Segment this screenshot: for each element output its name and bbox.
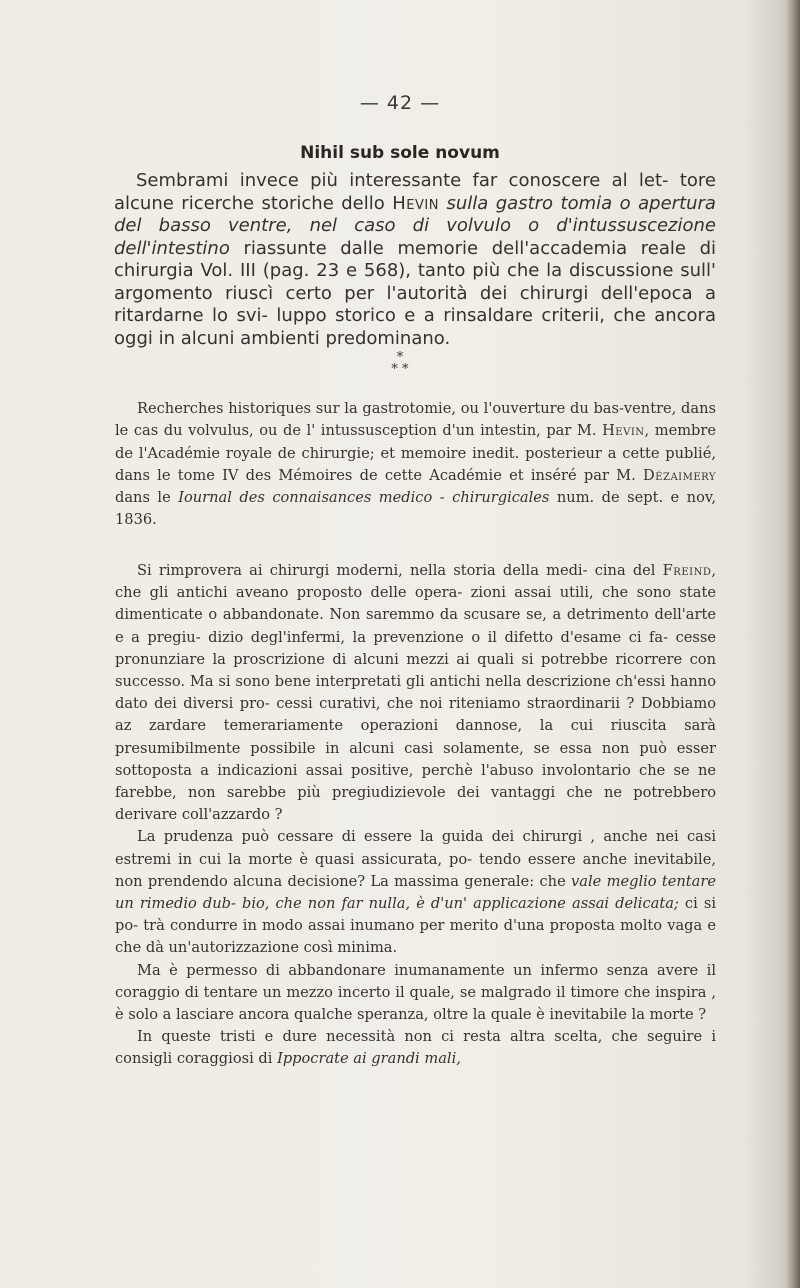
p1-text-a: Si rimprovera ai chirurgi moderni, nella storia della medi- cina del xyxy=(137,562,663,579)
citation-text-1: Recherches historiques sur la gastrotomie, ou l'ouverture du bas-ventre, dans le cas du volvulus, ou de l' intussusception d'un intestin, par M. xyxy=(115,400,716,440)
p2-text-a: La prudenza può cessare di essere la guida dei chirurgi , anche nei casi estremi in cui la morte è quasi assicurata, po- tendo essere anche inevitabile, non prendendo alcuna decisione? La massima generale: che xyxy=(115,828,716,890)
page-edge-shadow xyxy=(786,0,800,1288)
p4-quote: Ippocrate ai grandi mali, xyxy=(277,1050,461,1068)
body-paragraph-1 xyxy=(115,560,716,826)
body-paragraph-3: Ma è permesso di abbandonare inumanamente un infermo senza avere il coraggio di tentare un mezzo incerto il quale, se malgrado il timore che inspira , è solo a lasciare ancora qualche speranza, oltre la quale è inevitabile la morte ? xyxy=(115,961,716,1024)
intro-text-3: riassunte dalle memorie dell'accademia reale di chirurgia Vol. III (pag. 23 e 568), tanto più che la discussione sull' argomento riuscì certo per l'autorità dei chirurgi dell'epoca a ritardarne lo svi- luppo storico e a rinsaldare criterii, che ancora oggi in alcuni ambienti predominano. xyxy=(114,237,716,349)
asterism-top: * xyxy=(396,350,404,365)
p2-text-b: ci si po- trà condurre in modo assai inumano per merito d'una proposta molto vaga e che dà un'autorizzazione così minima. xyxy=(115,895,716,957)
page-number: — 42 — xyxy=(359,92,441,114)
section-heading: Nihil sub sole novum xyxy=(300,143,500,163)
body-paragraph-4 xyxy=(115,1026,716,1070)
p2-maxim: vale meglio tentare un rimedio dub- bio, che non far nulla, è d'un' applicazione assai delicata; xyxy=(115,872,716,913)
citation-author: Hevin xyxy=(602,422,645,440)
body-paragraph-2 xyxy=(115,826,716,959)
citation-text-2: , membre de l'Académie royale de chirurgie; et memoire inedit. posterieur a cette publié, dans le tome IV des Mémoires de cette Académie et inséré par M. xyxy=(115,422,717,484)
p4-text-a: In queste tristi e dure necessità non ci resta altra scelta, che seguire i consigli coraggiosi di xyxy=(115,1028,716,1068)
p1-author: Freind xyxy=(662,562,712,579)
intro-author: Hevin xyxy=(392,192,439,214)
intro-paragraph xyxy=(114,170,716,350)
french-citation-paragraph xyxy=(115,398,716,532)
intro-work-title: sulla gastro tomia o apertura del basso ventre, nel caso di volvulo o d'intussuscezione dell'intestino xyxy=(114,192,716,259)
citation-author-2: Dézaimery xyxy=(643,466,716,484)
asterism-separator xyxy=(0,352,800,376)
intro-text-1: Sembrami invece più interessante far conoscere al let- tore alcune ricerche storiche dello xyxy=(114,170,716,214)
body-text xyxy=(115,560,716,1071)
asterism-bottom: * * xyxy=(391,362,409,377)
citation-text-4: num. de sept. e nov, 1836. xyxy=(115,489,717,529)
citation-journal: Iournal des connaisances medico - chirurgicales xyxy=(178,489,550,507)
citation-text-3: dans le xyxy=(115,489,179,507)
p1-text-b: , che gli antichi aveano proposto delle opera- zioni assai utili, che sono state dimenticate o abbandonate. Non saremmo da scusare se, a detrimento dell'arte e a pregiu- dizio degl'infermi, la prevenzione o il difetto d'esame ci fa- cesse pronunziare la proscrizione di alcuni mezzi ai quali si potrebbe ricorrere con successo. Ma si sono bene interpretati gli antichi nella descrizione ch'essi hanno dato dei diversi pro- cessi curativi, che noi riteniamo straordinarii ? Dobbiamo az zardare temerariamente operazioni dannose, la cui riuscita sarà presumibilmente possibile in alcuni casi solamente, se essa non può esser sottoposta a indicazioni assai positive, perchè l'abuso involontario che se ne farebbe, non sarebbe più pregiudizievole dei vantaggi che ne potrebbero derivare coll'azzardo ? xyxy=(115,562,716,824)
